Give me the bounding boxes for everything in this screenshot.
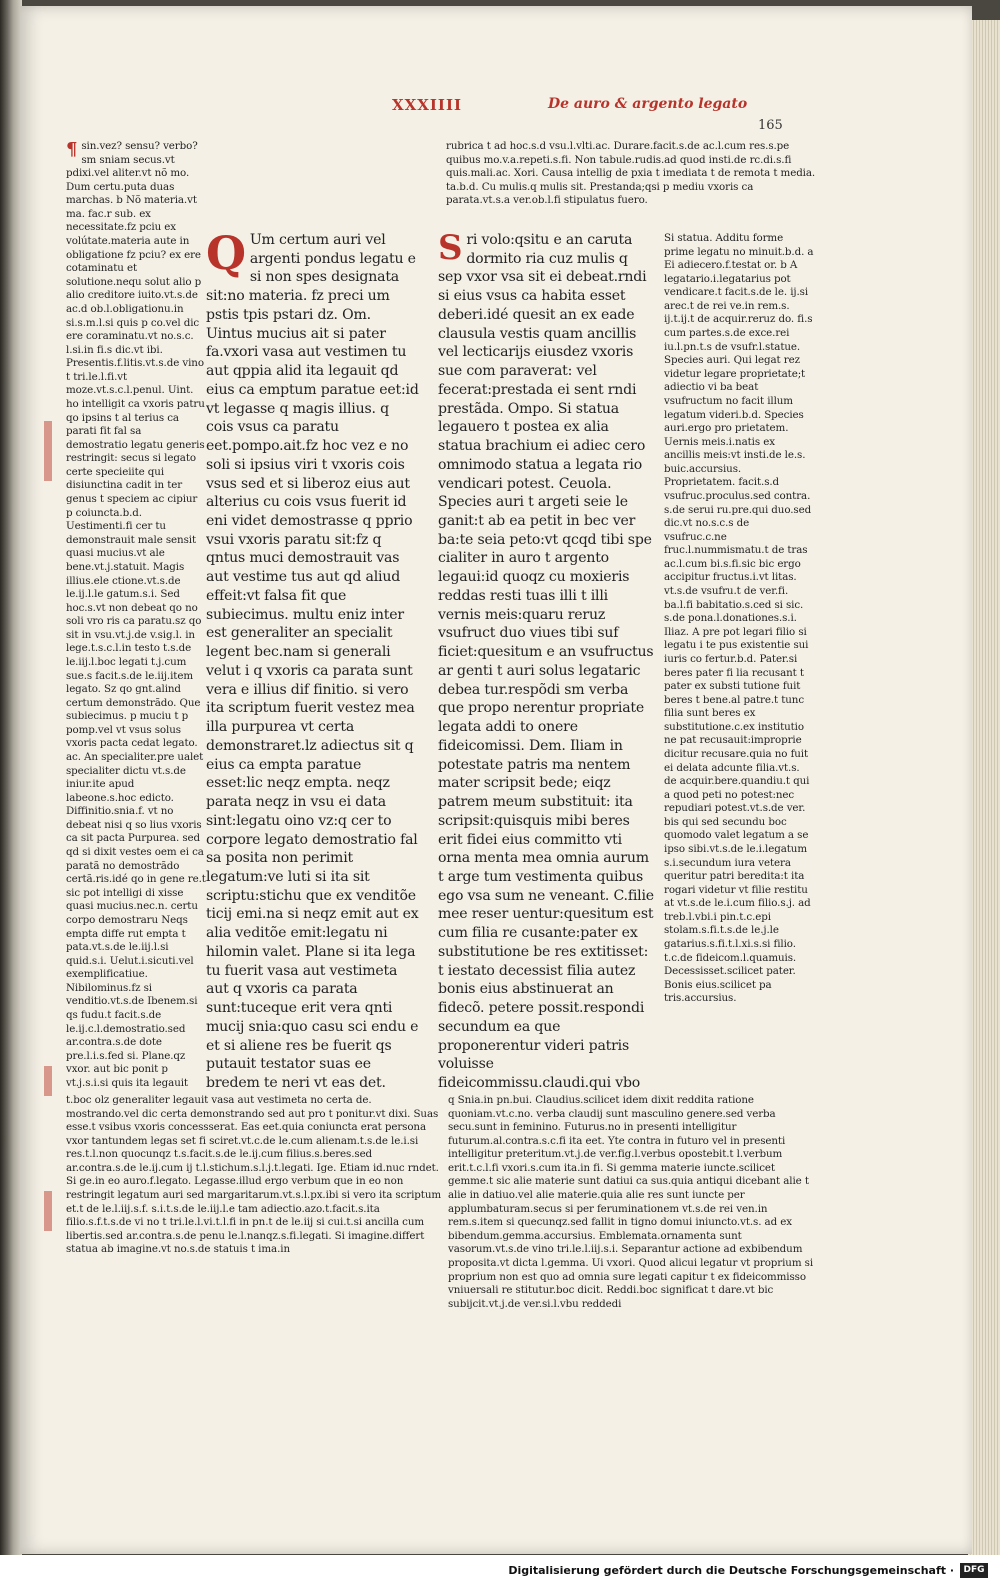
main-text-right-column xyxy=(438,231,654,1091)
left-gloss-column xyxy=(66,140,206,1090)
decorated-initial: S xyxy=(438,231,463,268)
funding-credit: Digitalisierung gefördert durch die Deutsche Forschungsgemeinschaft · xyxy=(508,1564,954,1577)
digitization-footer xyxy=(0,1555,1000,1587)
main-left-text: Um certum auri vel argenti pondus legatu e si non spes designata sit:no materia. fz preci um pstis tpis pstari dz. Om. Uintus mucius ait si pater fa.vxori vasa aut vestimen tu aut qppia alid ita legauit qd eius ca emptum paratue eet:id vt legasse q magis illius. q cois vsus ca paratu eet.pompo.ait.fz hoc vez e no soli si ipsius viri t vxoris cois vsus sed et si liberoz eius aut alterius cu cois vsus fuerit id eni videt demostrasse q pprio vsui vxoris paratu sit:fz q qntus muci demostrauit vas aut vestime tus aut qd aliud effeit:vt falsa fit que subiecimus. multu eniz inter est generaliter an specialit legent bec.nam si generali velut i q vxoris ca parata sunt vera e illius dif finitio. si vero ita scriptum fuerit vestez mea illa purpurea vt certa demonstraret.lz adiectus sit q eius ca empta paratue esset:lic neqz empta. neqz parata neqz in vsu ei data sint:legatu oino vz:q cer to corpore legato demostratio fal sa posita non perimit legatum:ve luti si ita sit scriptu:stichu que ex venditõe ticij emi.na si neqz emit aut ex alia veditõe emit:legatu ni hilomin valet. Plane si ita lega tu fuerit vasa aut vestimeta aut q vxoris ca parata sunt:tuceque erit vera qnti mucij snia:quo casu sci endu e et si aliene res be fuerit qs putauit testator suas ee bredem te neri vt eas det. xyxy=(206,232,419,1091)
red-ink-bleed xyxy=(44,1191,52,1231)
dfg-logo-icon: DFG xyxy=(960,1563,988,1578)
left-gloss-text: sin.vez? sensu? verbo? sm sniam secus.vt pdixi.vel aliter.vt nõ mo. Dum certu.puta duas marchas. b Nõ materia.vt ma. fac.r sub. ex necessitate.fz pciu ex volútate.materia aute in obligatione fz pciu? ex ere cotaminatu et solutione.nequ solut alio p alio creditore iuito.vt.s.de ac.d ob.l.obligationu.in si.s.m.l.si quis p co.vel dic ere coraminatu.vt no.s.c. l.si.in fi.s dic.vt ibi. Presentis.f.litis.vt.s.de vino t tri.le.l.fi.vt moze.vt.s.c.l.penul. Uint. ho intelligit ca vxoris patru qo ipsins t al terius ca parati fit fal sa demostratio legatu generis restringit: secus si legato certe specieiite qui disiunctina cadit in ter genus t speciem ac cipiur p coiuncta.b.d. Uestimenti.fi cer tu demonstrauit male sensit quasi mucius.vt ale bene.vt.j.statuit. Magis illius.ele ctione.vt.s.de le.ij.l.le gatum.s.i. Sed hoc.s.vt non debeat qo no soli vro ris ca paratu.sz qo sit in vsu.vt.j.de v.sig.l. in lege.t.s.c.l.in testo t.s.de le.iij.l.boc legati t.j.cum sue.s facit.s.de le.iij.item legato. Sz qo gnt.alind certum demonstrãdo. Que subiecimus. p muciu t p pomp.vel vt vsus solus vxoris pacta cedat legato. ac. An specialiter.pre ualet specialiter dictu vt.s.de iniur.ite apud labeone.s.hoc edicto. Diffinitio.snia.f. vt no debeat nisi q so lius vxoris ca sit pacta Purpurea. sed qd si dixit vestes oem ei ca paratã no demostrãdo certã.ris.idé qo in gene re.t sic pot intelligi di xisse quasi mucius.nec.n. certu corpo demostraru Neqs empta diffe rut empta t pata.vt.s.de le.iij.l.si quid.s.i. Uelut.i.sicuti.vel exemplificatiue. Nibilominus.fz si venditio.vt.s.de Ibenem.si qs fudu.t facit.s.de le.ij.c.l.demostratio.sed ar.contra.s.de dote pre.l.i.s.fed si. Plane.qz vxor. aut bic ponit p vt.j.s.i.si quis ita legauit xyxy=(66,140,206,1089)
top-right-gloss xyxy=(446,140,818,232)
main-right-text: ri volo:qsitu e an caruta dormito ria cuz mulis q sep vxor vsa sit ei debeat.rndi si eius vsus ca habita esset deberi.idé quesit an ex eade clausula vestis quam ancillis vel lecticarijs eiusdez vxoris sue com paraverat: vel fecerat:prestada ei sent rndi prestãda. Ompo. Si statua legauero t postea ex alia statua brachium ei adiec cero omnimodo statua a legata rio vendicari potest. Ceuola. Species auri t argeti seie le ganit:t ab ea petit in bec ver ba:te seia peto:vt qcqd tibi spe cialiter in auro t argento legaui:id quoqz cu moxieris reddas resti tuas illi t illi vernis meis:quaru reruz vsufruct duo viues tibi suf ficiet:quesitum e an vsufructus ar genti t auri solus legataric debea tur.respõdi sm verba que propo nerentur propriate legata addi to onere fideicomissi. Dem. Iliam in potestate patris ma nentem mater scripsit bede; eiqz patrem meum substituit: ita scripsit:quisquis mibi beres erit fidei eius committo vti orna menta mea omnia aurum t arge tum vestimenta quibus ego vsa sum ne veneant. C.filie mee reser uentur:quesitum est cum filia re cusante:pater ex substitutione be res extitisset: t iestato decessist filia autez bonis eius abstinuerat an fidecõ. petere possit.respondi secundum ea que proponerentur videri patris voluisse fideicommissu.claudi.qui vbo xyxy=(438,232,654,1091)
right-gloss-text: Si statua. Additu forme prime legatu no minuit.b.d. a Ei adiecero.f.testat or. b A legatario.i.legatarius pot vendicare.t facit.s.de le. ij.si arec.t de rei ve.in rem.s. ij.t.ij.t de acquir.reruz do. fi.s cum partes.s.de exce.rei iu.l.pn.t.s de vsufr.l.statue. Species auri. Qui legat rez videtur legare proprietate;t adiectio vi ba beat vsufructum no facit illum legatum videri.b.d. Species auri.ergo pro prietatem. Uernis meis.i.natis ex ancillis meis:vt insti.de le.s. buic.accursius. Proprietatem. facit.s.d vsufruc.proculus.sed contra. s.de serui ru.pre.qui duo.sed dic.vt no.s.c.s de vsufruc.c.ne fruc.l.nummismatu.t de tras ac.l.cum bi.s.fi.sic bic ergo accipitur fructus.i.vt litas. vt.s.de vsufru.t de ver.fi. ba.l.fi babitatio.s.ced si sic. s.de pona.l.donationes.s.i. Iliaz. A pre pot legari filio si legatu i te pus existentie sui iuris co fertur.b.d. Pater.si beres pater fi lia recusant t pater ex substi tutione fuit beres t bene.al patre.t tunc filia sunt beres ex substitutione.c.ex institutio ne pat recusauit:improprie dicitur recusare.quia no fuit ei delata adcunte filia.vt.s. de acquir.bere.quandiu.t qui a quod peti no potest:nec repudiari potest.vt.s.de ver. bis qui sed secundu boc quomodo valet legatum a se ipso sibi.vt.s.de le.i.legatum s.i.secundum iura vetera queritur patri beredita:t ita rogari videtur vt filie restitu at vt.s.de le.i.cum filio.s.j. ad treb.l.vbi.i pin.t.c.epi stolam.s.fi.t.s.de le.j.le gatarius.s.fi.t.l.xi.s.si filio. t.c.de fideicom.l.quamuis. Decessisset.scilicet pater. Bonis eius.scilicet pa tris.accursius. xyxy=(664,232,814,1005)
bottom-left-gloss-text: t.boc olz generaliter legauit vasa aut vestimeta no certa de. mostrando.vel dic certa demonstrando sed aut pro t ponitur.vt dixi. Suas esse.t vsibus vxoris concessserat. Eas eet.quia coniuncta erat persona vxor tantundem legas set fi sciret.vt.c.de le.cum alienam.t.s.de le.i.si res.t.l.non quocunqz t.s.facit.s.de le.ij.cum filius.s.beres.sed ar.contra.s.de le.ij.cum ij t.l.stichum.s.l.j.t.legati. Ige. Etiam id.nuc rndet. Si ge.in eo auro.f.legato. Legasse.illud ergo verbum que in eo non restringit legatum auri sed margaritarum.vt.s.l.px.ibi si vero ita scriptum et.t de le.l.iij.s.f. s.i.t.s.de le.iij.l.e tam adiectio.azo.t.facit.s.ita filio.s.f.t.s.de vi no t tri.le.l.vi.t.l.fi in pn.t de le.iij si cui.t.si ancilla cum libertis.sed ar.contra.s.de penu le.l.nanqz.s.fi.legati. Si imagine.differt statua ab imagine.vt no.s.de statuis t ima.in xyxy=(66,1094,442,1256)
book-page xyxy=(20,6,972,1554)
running-title: De auro & argento legato xyxy=(548,96,748,112)
red-ink-bleed xyxy=(44,421,52,481)
bottom-left-gloss xyxy=(66,1094,442,1319)
bottom-right-gloss xyxy=(448,1094,818,1319)
gloss-initial: ¶ xyxy=(66,140,78,160)
page-stack-edge xyxy=(968,20,1000,1555)
main-text-left-column xyxy=(206,231,420,1091)
top-right-gloss-text: rubrica t ad hoc.s.d vsu.l.vlti.ac. Durare.facit.s.de ac.l.cum res.s.pe quibus mo.v.a.repeti.s.fi. Non tabule.rudis.ad quod insti.de rc.di.s.fi quis.mali.ac. Xori. Causa intellig de pxia t imediata t de remota t media. ta.b.d. Cu mulis.q mulis sit. Prestanda;qsi p mediu vxoris ca parata.vt.s.a ver.ob.l.fi stipulatus fuero. xyxy=(446,140,816,207)
section-number: XXXIIII xyxy=(392,96,462,114)
decorated-initial: Q xyxy=(206,231,246,280)
right-gloss-column xyxy=(664,232,814,1094)
red-ink-bleed xyxy=(44,1066,52,1096)
adjacent-page-edge xyxy=(0,0,22,1555)
folio-number: 165 xyxy=(758,118,783,133)
bottom-gloss-text: q Snia.in pn.bui. Claudius.scilicet idem dixit reddita ratione quoniam.vt.c.no. verba claudij sunt masculino genere.sed verba secu.sunt in feminino. Futurus.no in presenti intelligitur futurum.al.contra.s.c.fi ita eet. Yte contra in futuro vel in presenti intelligitur preteritum.vt.j.de ver.fig.l.verbus opostebit.t l.verbum erit.t.c.l.fi vxori.s.cum ita.in fi. Si gemma materie iuncte.scilicet gemme.t sic alie materie sunt datiui ca sus.quia antiqui dicebant alie t alie in datiuo.vel alie materie.quia alie res sunt iuncte per applumbaturam.secus si per feruminationem vt.s.de rei ven.in rem.s.item si quecunqz.sed fallit in tigno domui iniuncto.vt.s. ad ex bibendum.gemma.accursius. Emblemata.ornamenta sunt vasorum.vt.s.de vino tri.le.l.iij.s.i. Separantur actione ad exbibendum proposita.vt dicta l.gemma. Ui vxori. Quod alicui legatur vt proprium si proprium non est quo ad omnia sure legati capitur t ex fideicommisso vniuersali re stitutur.boc dicit. Reddi.boc significat t dare.vt bic subijcit.vt.j.de ver.si.l.vbu reddedi xyxy=(448,1094,814,1310)
